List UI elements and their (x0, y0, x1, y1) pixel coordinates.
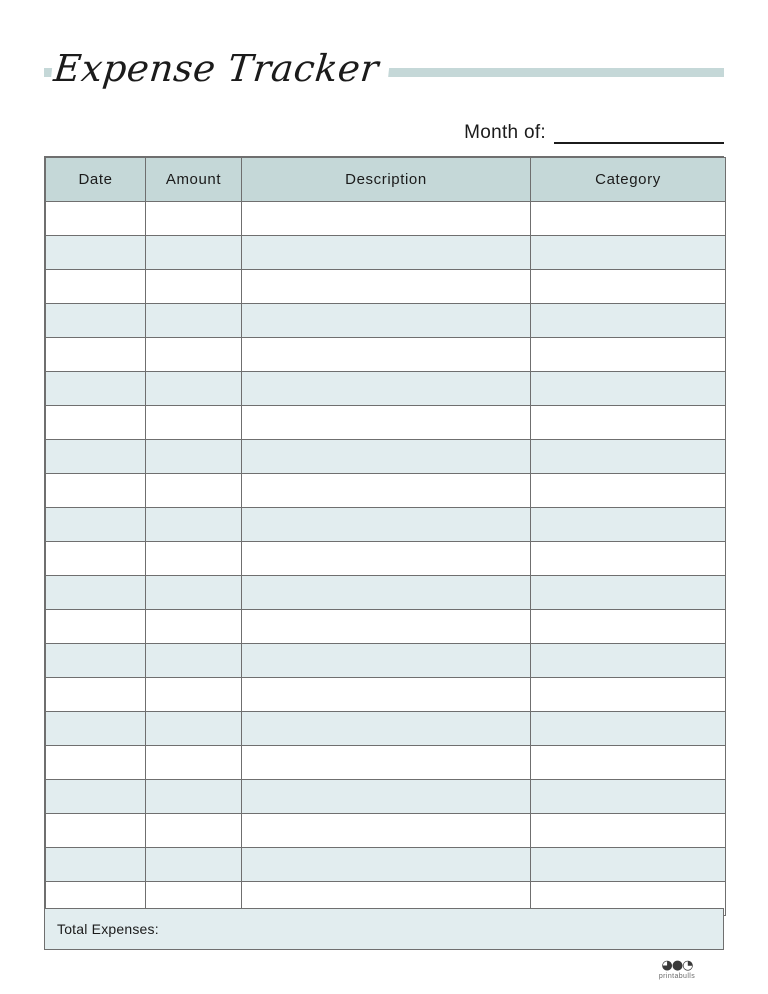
cell-category[interactable] (531, 610, 726, 644)
table-row (46, 746, 726, 780)
cell-date[interactable] (46, 474, 146, 508)
cell-category[interactable] (531, 848, 726, 882)
table-row (46, 372, 726, 406)
cell-amount[interactable] (146, 372, 242, 406)
cell-amount[interactable] (146, 712, 242, 746)
cell-date[interactable] (46, 270, 146, 304)
cell-category[interactable] (531, 576, 726, 610)
cell-date[interactable] (46, 542, 146, 576)
cell-amount[interactable] (146, 610, 242, 644)
table-header (46, 158, 726, 202)
cell-category[interactable] (531, 746, 726, 780)
cell-date[interactable] (46, 202, 146, 236)
cell-date[interactable] (46, 576, 146, 610)
cell-date[interactable] (46, 780, 146, 814)
table-row (46, 236, 726, 270)
cell-category[interactable] (531, 372, 726, 406)
cell-category[interactable] (531, 474, 726, 508)
cell-description[interactable] (242, 848, 531, 882)
table-row (46, 712, 726, 746)
cell-date[interactable] (46, 440, 146, 474)
cell-amount[interactable] (146, 576, 242, 610)
table-row (46, 542, 726, 576)
bull-logo-icon: ◕●◔ (661, 958, 693, 973)
cell-date[interactable] (46, 712, 146, 746)
cell-category[interactable] (531, 644, 726, 678)
cell-category[interactable] (531, 678, 726, 712)
cell-amount[interactable] (146, 304, 242, 338)
column-header-category: Category (531, 158, 726, 202)
table-row (46, 338, 726, 372)
month-input-blank[interactable] (554, 123, 724, 144)
cell-date[interactable] (46, 678, 146, 712)
footer-brand (632, 960, 722, 980)
table-row (46, 202, 726, 236)
cell-category[interactable] (531, 304, 726, 338)
cell-description[interactable] (242, 542, 531, 576)
cell-category[interactable] (531, 780, 726, 814)
cell-date[interactable] (46, 236, 146, 270)
cell-date[interactable] (46, 848, 146, 882)
cell-date[interactable] (46, 644, 146, 678)
cell-date[interactable] (46, 406, 146, 440)
cell-description[interactable] (242, 236, 531, 270)
cell-category[interactable] (531, 814, 726, 848)
table-row (46, 270, 726, 304)
expense-table (44, 156, 724, 917)
cell-date[interactable] (46, 304, 146, 338)
cell-date[interactable] (46, 746, 146, 780)
cell-category[interactable] (531, 202, 726, 236)
cell-date[interactable] (46, 508, 146, 542)
table-row (46, 474, 726, 508)
total-expenses-label: Total Expenses: (57, 921, 159, 937)
column-header-date: Date (46, 158, 146, 202)
footer-brand-text: printabulls (658, 973, 696, 980)
cell-amount[interactable] (146, 508, 242, 542)
cell-category[interactable] (531, 440, 726, 474)
cell-description[interactable] (242, 270, 531, 304)
cell-category[interactable] (531, 338, 726, 372)
table-row (46, 508, 726, 542)
cell-description[interactable] (242, 780, 531, 814)
cell-description[interactable] (242, 406, 531, 440)
month-field (464, 122, 724, 144)
table-row (46, 576, 726, 610)
cell-amount[interactable] (146, 746, 242, 780)
page-header (44, 40, 724, 100)
cell-description[interactable] (242, 712, 531, 746)
cell-description[interactable] (242, 678, 531, 712)
cell-date[interactable] (46, 610, 146, 644)
cell-amount[interactable] (146, 780, 242, 814)
column-header-amount: Amount (146, 158, 242, 202)
page-title: Expense Tracker (49, 40, 392, 98)
table-row (46, 304, 726, 338)
cell-amount[interactable] (146, 440, 242, 474)
cell-amount[interactable] (146, 644, 242, 678)
cell-category[interactable] (531, 542, 726, 576)
table-row (46, 610, 726, 644)
cell-description[interactable] (242, 746, 531, 780)
cell-amount[interactable] (146, 338, 242, 372)
cell-description[interactable] (242, 304, 531, 338)
cell-description[interactable] (242, 474, 531, 508)
cell-date[interactable] (46, 372, 146, 406)
cell-amount[interactable] (146, 202, 242, 236)
table-row (46, 678, 726, 712)
cell-amount[interactable] (146, 236, 242, 270)
table-row (46, 848, 726, 882)
table-row (46, 406, 726, 440)
column-header-description: Description (242, 158, 531, 202)
cell-amount[interactable] (146, 678, 242, 712)
table-row (46, 644, 726, 678)
cell-amount[interactable] (146, 270, 242, 304)
cell-category[interactable] (531, 712, 726, 746)
cell-amount[interactable] (146, 474, 242, 508)
table-body (46, 202, 726, 916)
cell-description[interactable] (242, 644, 531, 678)
cell-category[interactable] (531, 236, 726, 270)
cell-description[interactable] (242, 610, 531, 644)
cell-amount[interactable] (146, 814, 242, 848)
cell-description[interactable] (242, 338, 531, 372)
cell-description[interactable] (242, 372, 531, 406)
cell-date[interactable] (46, 338, 146, 372)
cell-description[interactable] (242, 508, 531, 542)
cell-amount[interactable] (146, 848, 242, 882)
month-label: Month of: (464, 122, 546, 143)
cell-category[interactable] (531, 406, 726, 440)
cell-description[interactable] (242, 440, 531, 474)
table-row (46, 814, 726, 848)
table-row (46, 440, 726, 474)
cell-category[interactable] (531, 508, 726, 542)
cell-amount[interactable] (146, 406, 242, 440)
cell-description[interactable] (242, 814, 531, 848)
cell-description[interactable] (242, 202, 531, 236)
cell-category[interactable] (531, 270, 726, 304)
cell-date[interactable] (46, 814, 146, 848)
total-expenses-row[interactable] (44, 908, 724, 950)
table-row (46, 780, 726, 814)
cell-description[interactable] (242, 576, 531, 610)
cell-amount[interactable] (146, 542, 242, 576)
